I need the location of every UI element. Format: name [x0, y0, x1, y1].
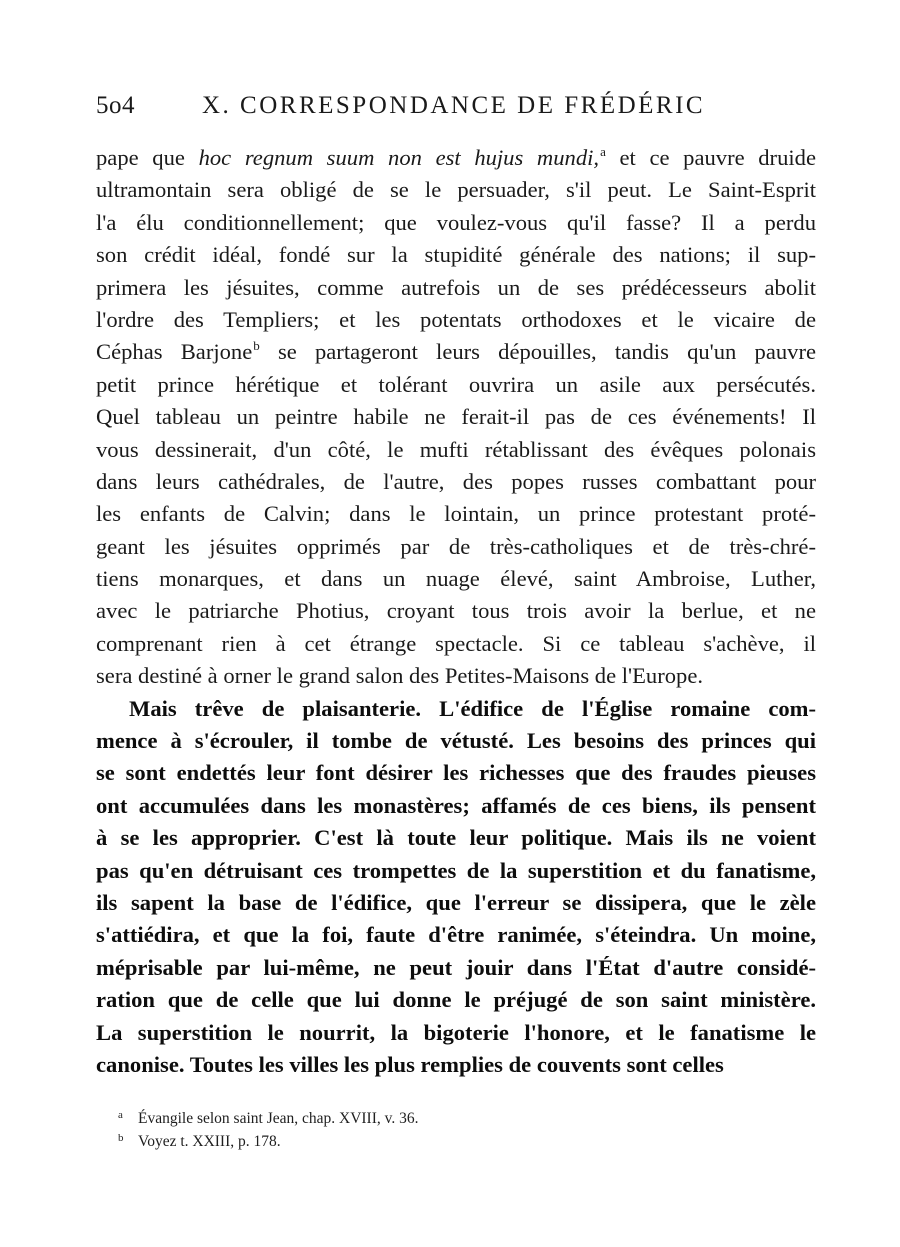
text-run: mence à s'écrouler, il tombe de vétusté. Les besoins des princes qui: [96, 728, 816, 754]
text-line: [96, 434, 816, 466]
text-run: tiens monarques, et dans un nuage élevé, saint Ambroise, Luther,: [96, 566, 816, 592]
text-run: primera les jésuites, comme autrefois un de ses prédécesseurs abolit: [96, 274, 816, 300]
text-run: avec le patriarche Photius, croyant tous trois avoir la berlue, et ne: [96, 598, 816, 624]
text-run: dans leurs cathédrales, de l'autre, des popes russes combattant pour: [96, 468, 816, 494]
italic-phrase: hoc regnum suum non est hujus mundi,: [198, 145, 600, 170]
text-run: ils sapent la base de l'édifice, que l'erreur se dissipera, que le zèle: [96, 889, 816, 915]
paragraph: [96, 693, 816, 1082]
text-run: s'attiédira, et que la foi, faute d'être ranimée, s'éteindra. Un moine,: [96, 922, 816, 948]
text-run: l'a élu conditionnellement; que voulez-vous qu'il fasse? Il a perdu: [96, 209, 816, 235]
text-run: se partageront leurs dépouilles, tandis qu'un pauvre: [259, 339, 817, 365]
footnotes: [118, 1107, 818, 1153]
text-line: [96, 757, 816, 789]
text-line: [96, 855, 816, 887]
text-run: ultramontain sera obligé de se le persuader, s'il peut. Le Saint-Esprit: [96, 177, 816, 203]
text-run: et ce pauvre druide: [605, 145, 816, 170]
text-run: Céphas Barjone: [96, 339, 253, 365]
text-line: [96, 790, 816, 822]
footnote-reference: a: [600, 144, 606, 159]
text-line: [96, 531, 816, 563]
text-line: [96, 693, 816, 725]
text-line: [96, 369, 816, 401]
text-line: [96, 563, 816, 595]
footnote: a Évangile selon saint Jean, chap. XVIII, v. 36.: [118, 1109, 419, 1127]
text-line: [96, 887, 816, 919]
text-line: [96, 628, 816, 660]
text-run: La superstition le nourrit, la bigoterie l'honore, et le fanatisme le: [96, 1019, 816, 1045]
text-run: Quel tableau un peintre habile ne ferait-il pas de ces événements! Il: [96, 404, 816, 430]
text-line: [96, 660, 816, 692]
text-line: [96, 336, 816, 368]
text-line: [96, 498, 816, 530]
text-line: [96, 304, 816, 336]
text-line: [96, 1049, 816, 1081]
text-run: les enfants de Calvin; dans le lointain, un prince protestant proté-: [96, 501, 816, 527]
text-line: [96, 1017, 816, 1049]
text-line: [96, 595, 816, 627]
text-line: [96, 952, 816, 984]
text-line: [96, 822, 816, 854]
text-run: à se les approprier. C'est là toute leur politique. Mais ils ne voient: [96, 825, 816, 851]
text-line: [96, 401, 816, 433]
text-line: [96, 984, 816, 1016]
text-run: se sont endettés leur font désirer les richesses que des fraudes pieuses: [96, 760, 816, 786]
text-run: canonise. Toutes les villes les plus remplies de couvents sont celles: [96, 1051, 724, 1077]
body-text: [96, 142, 816, 1081]
text-run: ont accumulées dans les monastères; affamés de ces biens, ils pensent: [96, 792, 816, 818]
text-line: [96, 919, 816, 951]
text-run: l'ordre des Templiers; et les potentats orthodoxes et le vicaire de: [96, 306, 816, 332]
text-run: comprenant rien à cet étrange spectacle. Si ce tableau s'achève, il: [96, 630, 816, 656]
text-run: Mais trêve de plaisanterie. L'édifice de l'Église romaine com-: [129, 695, 816, 721]
text-run: méprisable par lui-même, ne peut jouir dans l'État d'autre considé-: [96, 954, 816, 980]
footnote-reference: b: [253, 338, 260, 354]
text-line: [96, 272, 816, 304]
text-run: ration que de celle que lui donne le préjugé de son saint ministère.: [96, 987, 816, 1013]
running-title: X. CORRESPONDANCE DE FRÉDÉRIC: [202, 92, 706, 119]
text-line: [96, 466, 816, 498]
text-run: pape que: [96, 145, 199, 170]
text-run: geant les jésuites opprimés par de très-catholiques et de très-chré-: [96, 533, 816, 559]
footnote-text: Voyez t. XXIII, p. 178.: [138, 1133, 281, 1150]
text-line: [96, 142, 816, 174]
text-line: [96, 725, 816, 757]
text-run: petit prince hérétique et tolérant ouvrira un asile aux persécutés.: [96, 371, 816, 397]
text-run: son crédit idéal, fondé sur la stupidité générale des nations; il sup-: [96, 242, 816, 268]
paragraph: [96, 142, 816, 693]
text-line: [96, 207, 816, 239]
text-line: [96, 174, 816, 206]
footnote: b Voyez t. XXIII, p. 178.: [118, 1132, 281, 1150]
footnote-text: Évangile selon saint Jean, chap. XVIII, v. 36.: [138, 1110, 419, 1127]
page-number: 5o4: [96, 92, 135, 119]
text-run: vous dessinerait, d'un côté, le mufti rétablissant des évêques polonais: [96, 436, 816, 462]
page-header: [96, 92, 816, 128]
text-line: [96, 239, 816, 271]
text-run: pas qu'en détruisant ces trompettes de la superstition et du fanatisme,: [96, 857, 816, 883]
text-run: sera destiné à orner le grand salon des Petites-Maisons de l'Europe.: [96, 663, 704, 689]
